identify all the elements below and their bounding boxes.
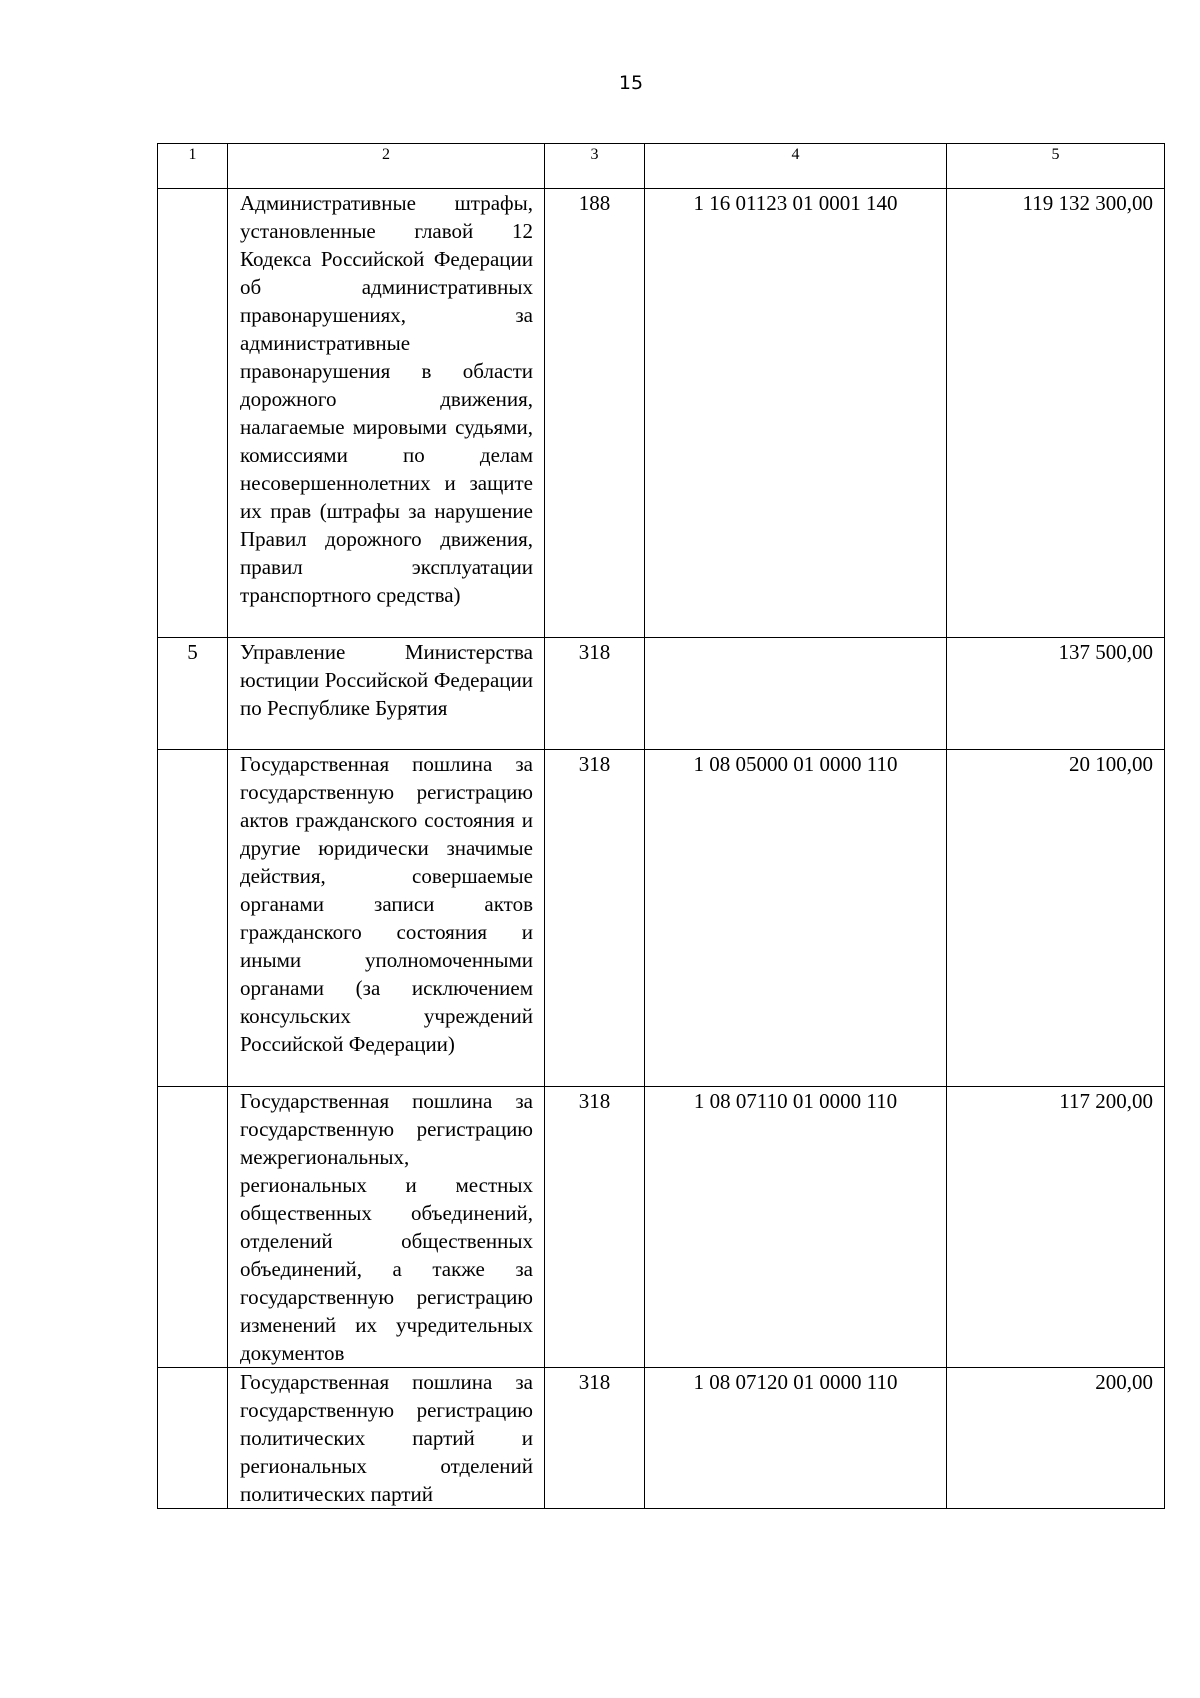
table-header-row — [158, 144, 1165, 189]
table-row — [158, 638, 1165, 750]
row-admin-code: 318 — [545, 750, 645, 1087]
row-number — [158, 189, 228, 638]
row-name — [228, 1087, 545, 1368]
row-name-text: Государственная пошлина за государственную регистрацию актов гражданского состояния и другие юридически значимые действия, совершаемые органами записи актов гражданского состояния и иными уполномоченными органами (за исключением консульских учреждений Российской Федерации) — [240, 752, 533, 1056]
table-row — [158, 1087, 1165, 1368]
row-number — [158, 1087, 228, 1368]
header-col-2: 2 — [228, 144, 545, 189]
header-col-1: 1 — [158, 144, 228, 189]
row-name-text: Государственная пошлина за государственную регистрацию межрегиональных, региональных и местных общественных объединений, отделений общественных объединений, а также за государственную регистрацию изменений их учредительных документов — [240, 1089, 533, 1365]
table-row — [158, 1368, 1165, 1509]
page-number: 15 — [618, 72, 644, 94]
row-number: 5 — [158, 638, 228, 750]
row-budget-code: 1 16 01123 01 0001 140 — [645, 189, 947, 638]
row-amount: 119 132 300,00 — [947, 189, 1165, 638]
row-name-text: Государственная пошлина за государственную регистрацию политических партий и региональных отделений политических партий — [240, 1370, 533, 1506]
row-admin-code: 188 — [545, 189, 645, 638]
row-name — [228, 189, 545, 638]
table-row — [158, 189, 1165, 638]
row-number — [158, 750, 228, 1087]
row-name — [228, 1368, 545, 1509]
row-amount: 117 200,00 — [947, 1087, 1165, 1368]
row-name-text: Управление Министерства юстиции Российской Федерации по Республике Бурятия — [240, 640, 533, 720]
row-name — [228, 638, 545, 750]
row-admin-code: 318 — [545, 1087, 645, 1368]
row-amount: 137 500,00 — [947, 638, 1165, 750]
row-amount: 20 100,00 — [947, 750, 1165, 1087]
row-name-text: Административные штрафы, установленные главой 12 Кодекса Российской Федерации об административных правонарушениях, за административные правонарушения в области дорожного движения, налагаемые мировыми судьями, комиссиями по делам несовершеннолетних и защите их прав (штрафы за нарушение Правил дорожного движения, правил эксплуатации транспортного средства) — [240, 191, 533, 607]
row-name — [228, 750, 545, 1087]
row-budget-code — [645, 638, 947, 750]
row-budget-code: 1 08 07120 01 0000 110 — [645, 1368, 947, 1509]
row-admin-code: 318 — [545, 1368, 645, 1509]
row-admin-code: 318 — [545, 638, 645, 750]
revenue-table — [157, 143, 1165, 1509]
header-col-4: 4 — [645, 144, 947, 189]
header-col-3: 3 — [545, 144, 645, 189]
header-col-5: 5 — [947, 144, 1165, 189]
row-number — [158, 1368, 228, 1509]
row-budget-code: 1 08 07110 01 0000 110 — [645, 1087, 947, 1368]
row-budget-code: 1 08 05000 01 0000 110 — [645, 750, 947, 1087]
table-row — [158, 750, 1165, 1087]
row-amount: 200,00 — [947, 1368, 1165, 1509]
